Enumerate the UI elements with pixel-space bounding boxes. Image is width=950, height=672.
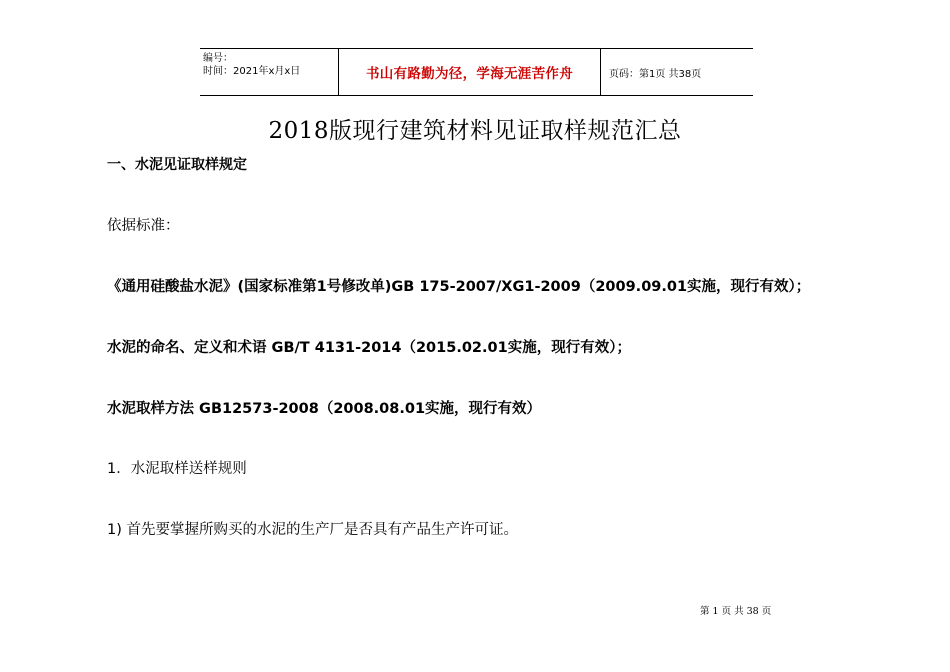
section-heading: 一、水泥见证取样规定: [107, 157, 247, 173]
page-footer: 第 1 页 共 38 页: [700, 606, 772, 617]
rule-item: 1) 首先要掌握所购买的水泥的生产厂是否具有产品生产许可证。: [107, 522, 518, 538]
standard-item: 水泥的命名、定义和术语 GB/T 4131-2014（2015.02.01实施，现行有效）；: [107, 340, 631, 356]
standard-item: 水泥取样方法 GB12573-2008（2008.08.01实施，现行有效）: [107, 401, 542, 417]
header-slogan: 书山有路勤为径，学海无涯苦作舟: [338, 49, 601, 95]
header-meta-cell: [200, 49, 338, 95]
document-number-label: 编号：: [203, 53, 233, 64]
document-title: 2018版现行建筑材料见证取样规范汇总: [268, 118, 682, 144]
header-page-info: 页码：第1页 共38页: [609, 68, 702, 80]
document-time-label: 时间：2021年x月x日: [203, 66, 301, 77]
header-table: [200, 48, 753, 96]
basis-label: 依据标准：: [107, 218, 180, 234]
subsection-heading: 1．水泥取样送样规则: [107, 461, 247, 477]
standard-item: 《通用硅酸盐水泥》(国家标准第1号修改单)GB 175-2007/XG1-2009（2009.09.01实施，现行有效）；: [107, 279, 811, 295]
